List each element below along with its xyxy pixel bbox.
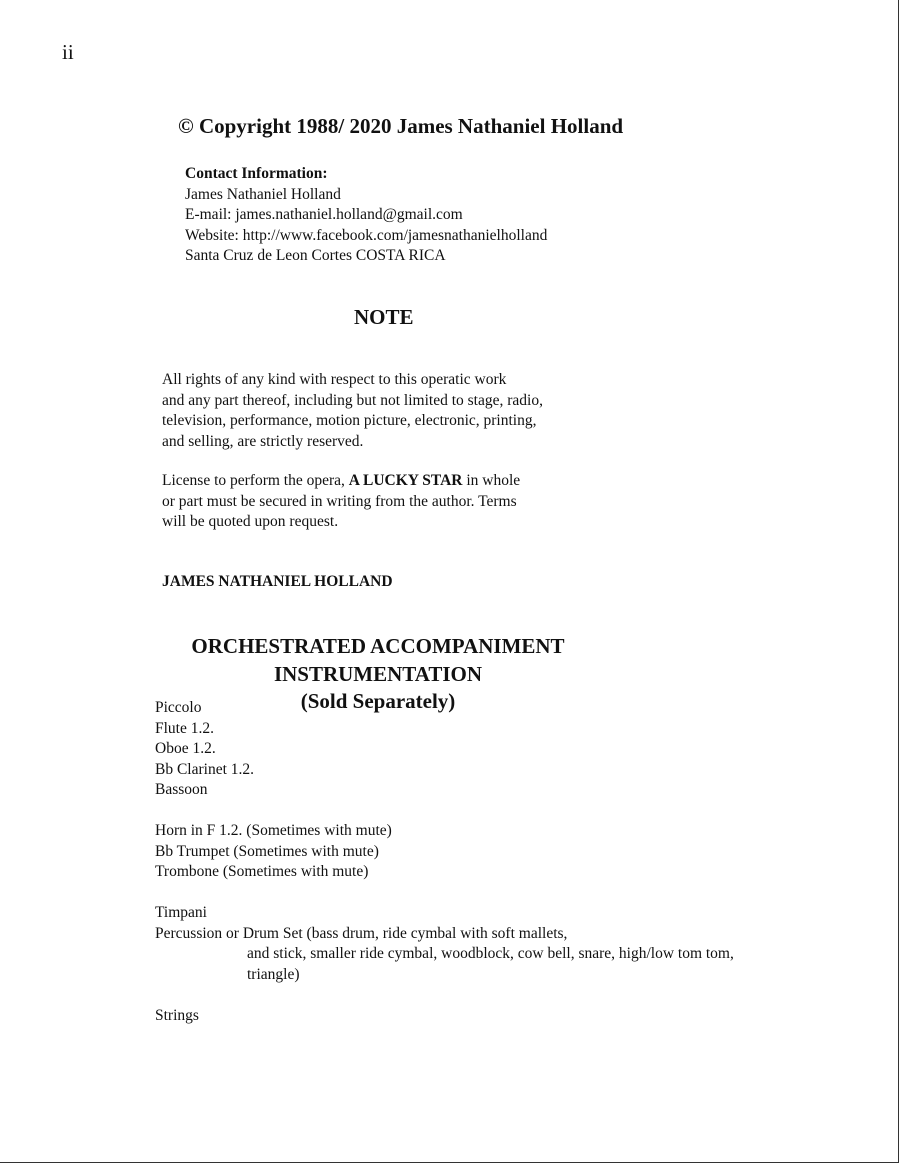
orchestration-title-line-2: INSTRUMENTATION [273, 661, 483, 686]
contact-location: Santa Cruz de Leon Cortes COSTA RICA [185, 247, 446, 264]
orchestration-title-line-3: (Sold Separately) [300, 689, 456, 713]
license-line-1 [162, 471, 520, 492]
rights-line: and selling, are strictly reserved. [162, 432, 364, 450]
rights-line: and any part thereof, including but not limited to stage, radio, [162, 391, 543, 409]
instrument-item: Piccolo [155, 699, 202, 716]
opera-title: A LUCKY STAR [348, 472, 463, 489]
instrument-item: Flute 1.2. [155, 719, 214, 737]
contact-email: E-mail: james.nathaniel.holland@gmail.com [185, 206, 463, 223]
instrument-item: Bb Clarinet 1.2. [155, 760, 255, 778]
instrument-item: Oboe 1.2. [155, 740, 216, 757]
page-number: ii [62, 40, 74, 64]
contact-name: James Nathaniel Holland [185, 185, 341, 203]
instrument-item: Trombone (Sometimes with mute) [155, 863, 369, 880]
instrument-item: Percussion or Drum Set (bass drum, ride cymbal with soft mallets, [155, 924, 568, 942]
contact-block [185, 164, 547, 267]
instrument-item-continued: and stick, smaller ride cymbal, woodblock, cow bell, snare, high/low tom tom, [247, 945, 734, 962]
license-line-3: will be quoted upon request. [162, 513, 339, 530]
rights-line: All rights of any kind with respect to this operatic work [162, 371, 507, 388]
license-line-2: or part must be secured in writing from the author. Terms [162, 492, 517, 510]
instrument-item: Horn in F 1.2. (Sometimes with mute) [155, 822, 392, 839]
instrument-list [155, 698, 734, 1026]
instrument-item-continued: triangle) [247, 965, 300, 983]
instrument-item: Timpani [155, 904, 207, 921]
contact-heading: Contact Information: [185, 165, 328, 182]
brass-group [155, 821, 734, 883]
note-heading: NOTE [354, 305, 414, 329]
instrument-item: Bassoon [155, 781, 208, 798]
contact-website: Website: http://www.facebook.com/jamesnathanielholland [185, 226, 548, 244]
license-text-before: License to perform the opera, [162, 472, 349, 489]
rights-paragraph [162, 370, 543, 452]
license-paragraph [162, 471, 520, 533]
copyright-line: © Copyright 1988/ 2020 James Nathaniel Holland [178, 114, 624, 138]
percussion-group [155, 903, 734, 985]
author-signature: JAMES NATHANIEL HOLLAND [162, 573, 393, 590]
woodwinds-group [155, 698, 734, 801]
instrument-item: Bb Trumpet (Sometimes with mute) [155, 842, 379, 860]
orchestration-title-line-1: ORCHESTRATED ACCOMPANIMENT [191, 634, 565, 658]
instrument-item: Strings [155, 1006, 199, 1024]
rights-line: television, performance, motion picture, electronic, printing, [162, 412, 537, 429]
license-text-after: in whole [462, 472, 521, 489]
